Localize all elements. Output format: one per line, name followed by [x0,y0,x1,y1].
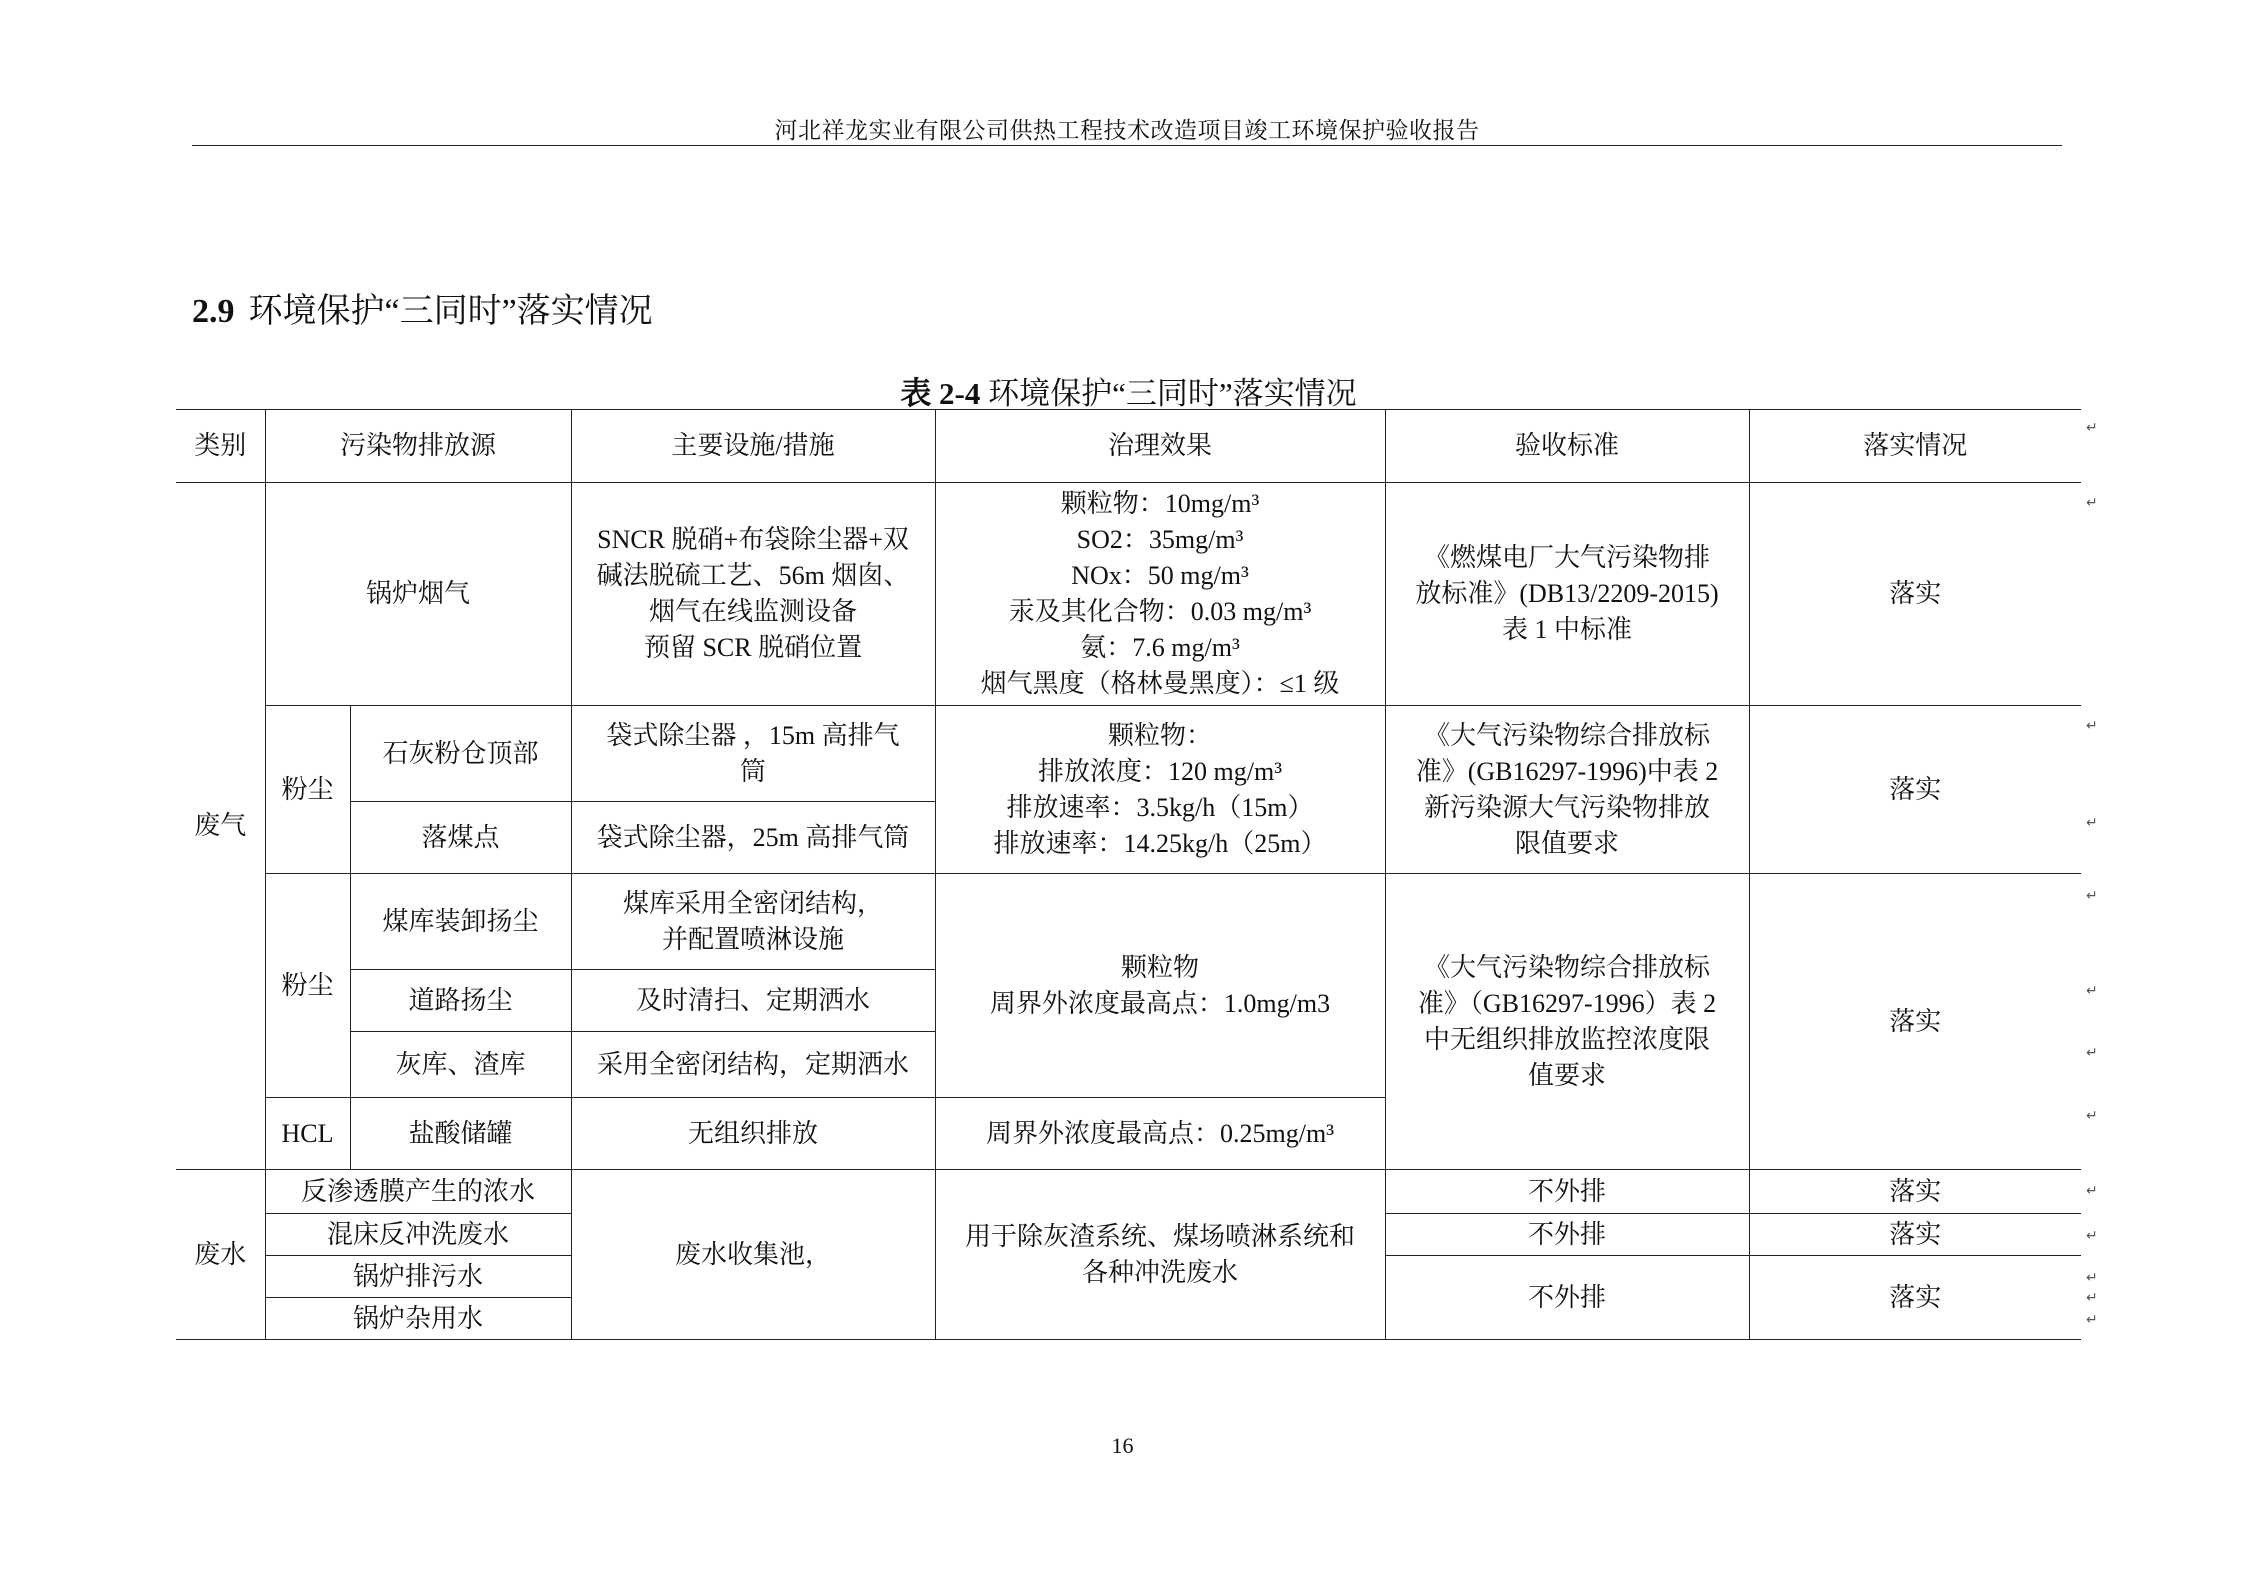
return-mark: ↵ [2086,1045,2098,1061]
header-status: 落实情况 [1749,410,2081,483]
table-row [176,1170,2081,1214]
three-simultaneous-table [176,409,2081,1340]
header-rule [192,145,2062,146]
return-mark: ↵ [2086,1312,2098,1328]
header-standard: 验收标准 [1385,410,1749,483]
source-lime-silo-top: 石灰粉仓顶部 [350,706,571,802]
sub-category-dust-2: 粉尘 [265,874,350,1098]
status-ww-1: 落实 [1749,1170,2081,1214]
return-mark: ↵ [2086,1228,2098,1244]
return-mark: ↵ [2086,1270,2098,1286]
section-title-text: 环境保护“三同时”落实情况 [248,293,653,330]
source-boiler-flue-gas: 锅炉烟气 [265,483,571,706]
section-title [192,283,653,332]
table-row [176,483,2081,706]
return-mark: ↵ [2086,815,2098,831]
measures-lime-silo: 袋式除尘器 ，15m 高排气 筒 [571,706,935,802]
status-dust-2: 落实 [1749,874,2081,1170]
status-ww-2: 落实 [1749,1214,2081,1256]
effects-boiler: 颗粒物：10mg/m³ SO2：35mg/m³ NOx：50 mg/m³ 汞及其化合物：0.03 mg/m³ 氨：7.6 mg/m³ 烟气黑度（格林曼黑度）：≤1 级 [935,483,1385,706]
source-ro-concentrate: 反渗透膜产生的浓水 [265,1170,571,1214]
measures-coal-storage: 煤库采用全密闭结构， 并配置喷淋设施 [571,874,935,970]
return-mark: ↵ [2086,718,2098,734]
status-boiler: 落实 [1749,483,2081,706]
measures-road-dust: 及时清扫、定期洒水 [571,970,935,1032]
source-coal-storage-dust: 煤库装卸扬尘 [350,874,571,970]
source-boiler-misc-water: 锅炉杂用水 [265,1298,571,1340]
header-category: 类别 [176,410,265,483]
measures-coal-drop-point: 袋式除尘器，25m 高排气筒 [571,802,935,874]
header-source: 污染物排放源 [265,410,571,483]
table-caption [176,368,2081,413]
standard-ww-2: 不外排 [1385,1214,1749,1256]
table-header-row [176,410,2081,483]
effects-dust-2: 颗粒物 周界外浓度最高点：1.0mg/m3 [935,874,1385,1098]
status-ww-3: 落实 [1749,1256,2081,1340]
header-measures: 主要设施/措施 [571,410,935,483]
category-waste-gas: 废气 [176,483,265,1170]
source-boiler-blowdown: 锅炉排污水 [265,1256,571,1298]
table-row [176,706,2081,802]
table-caption-title: 环境保护“三同时”落实情况 [988,376,1357,411]
return-mark: ↵ [2086,1290,2098,1306]
return-mark: ↵ [2086,420,2098,436]
source-road-dust: 道路扬尘 [350,970,571,1032]
source-hcl-tank: 盐酸储罐 [350,1098,571,1170]
sub-category-hcl: HCL [265,1098,350,1170]
status-dust-1: 落实 [1749,706,2081,874]
standard-ww-1: 不外排 [1385,1170,1749,1214]
effects-waste-water: 用于除灰渣系统、煤场喷淋系统和 各种冲洗废水 [935,1170,1385,1340]
header-effects: 治理效果 [935,410,1385,483]
measures-waste-water: 废水收集池， [571,1170,935,1340]
source-coal-drop-point: 落煤点 [350,802,571,874]
page-number: 16 [1111,1433,1134,1458]
measures-boiler: SNCR 脱硝+布袋除尘器+双 碱法脱硫工艺、56m 烟囱、 烟气在线监测设备 预留 SCR 脱硝位置 [571,483,935,706]
effects-dust-1: 颗粒物： 排放浓度：120 mg/m³ 排放速率：3.5kg/h（15m） 排放速率：14.25kg/h（25m） [935,706,1385,874]
table-caption-label: 表 2-4 [900,376,981,411]
measures-ash-slag-storage: 采用全密闭结构，定期洒水 [571,1032,935,1098]
standard-dust-1: 《大气污染物综合排放标 准》(GB16297-1996)中表 2 新污染源大气污染物排放 限值要求 [1385,706,1749,874]
source-ash-slag-storage: 灰库、渣库 [350,1032,571,1098]
return-mark: ↵ [2086,983,2098,999]
effects-hcl: 周界外浓度最高点：0.25mg/m³ [935,1098,1385,1170]
measures-hcl: 无组织排放 [571,1098,935,1170]
return-mark: ↵ [2086,888,2098,904]
section-number: 2.9 [192,293,235,330]
standard-boiler: 《燃煤电厂大气污染物排 放标准》(DB13/2209-2015) 表 1 中标准 [1385,483,1749,706]
return-mark: ↵ [2086,495,2098,511]
source-mixed-bed-backwash: 混床反冲洗废水 [265,1214,571,1256]
table-row [176,874,2081,970]
standard-ww-3: 不外排 [1385,1256,1749,1340]
return-mark: ↵ [2086,1108,2098,1124]
category-waste-water: 废水 [176,1170,265,1340]
standard-dust-2: 《大气污染物综合排放标 准》（GB16297-1996）表 2 中无组织排放监控浓度限 值要求 [1385,874,1749,1170]
page-header: 河北祥龙实业有限公司供热工程技术改造项目竣工环境保护验收报告 [774,118,1480,143]
return-mark: ↵ [2086,1183,2098,1199]
sub-category-dust-1: 粉尘 [265,706,350,874]
